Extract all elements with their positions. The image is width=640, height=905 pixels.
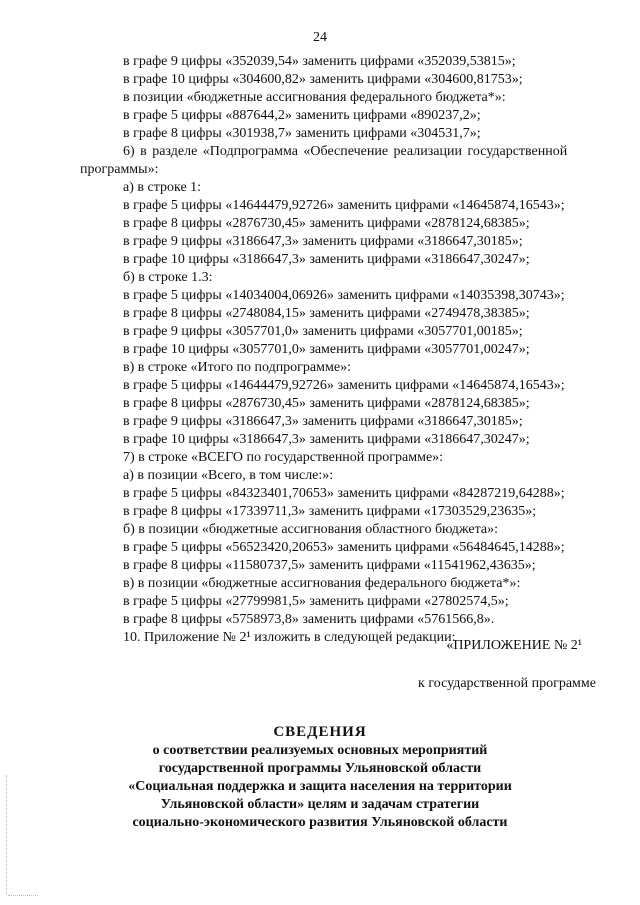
text-line: в) в позиции «бюджетные ассигнования федерального бюджета*»: xyxy=(123,576,521,591)
text-line: в графе 9 цифры «352039,54» заменить цифрами «352039,53815»; xyxy=(123,54,516,69)
title-line: социально-экономического развития Ульяновской области xyxy=(132,815,508,830)
title-line: государственной программы Ульяновской области xyxy=(158,761,482,776)
text-line: б) в строке 1.3: xyxy=(123,270,213,285)
text-line: в графе 8 цифры «2876730,45» заменить цифрами «2878124,68385»; xyxy=(123,396,530,411)
appendix-header: «ПРИЛОЖЕНИЕ № 2¹ xyxy=(446,638,582,653)
text-line: в графе 9 цифры «3186647,3» заменить цифрами «3186647,30185»; xyxy=(123,234,523,249)
text-line: в графе 8 цифры «11580737,5» заменить цифрами «11541962,43635»; xyxy=(123,558,536,573)
text-line: в графе 10 цифры «3186647,3» заменить цифрами «3186647,30247»; xyxy=(123,252,530,267)
text-line: в графе 10 цифры «3186647,3» заменить цифрами «3186647,30247»; xyxy=(123,432,530,447)
text-line: а) в позиции «Всего, в том числе:»: xyxy=(123,468,334,483)
text-line: в графе 10 цифры «304600,82» заменить цифрами «304600,81753»; xyxy=(123,72,523,87)
text-line: 7) в строке «ВСЕГО по государственной программе»: xyxy=(123,450,444,465)
text-line: в графе 5 цифры «14644479,92726» заменить цифрами «14645874,16543»; xyxy=(123,198,565,213)
text-line: 10. Приложение № 2¹ изложить в следующей редакции: xyxy=(123,630,456,645)
text-line: 6) в разделе «Подпрограмма «Обеспечение реализации государственной xyxy=(123,144,568,159)
scan-edge-mark xyxy=(6,775,11,895)
text-line: в графе 5 цифры «14034004,06926» заменить цифрами «14035398,30743»; xyxy=(123,288,565,303)
text-line: в) в строке «Итого по подпрограмме»: xyxy=(123,360,351,375)
text-line: в графе 9 цифры «3186647,3» заменить цифрами «3186647,30185»; xyxy=(123,414,523,429)
text-line: в графе 5 цифры «887644,2» заменить цифрами «890237,2»; xyxy=(123,108,481,123)
page-number: 24 xyxy=(313,30,327,45)
title-line: о соответствии реализуемых основных мероприятий xyxy=(152,743,488,758)
text-line: в графе 5 цифры «27799981,5» заменить цифрами «27802574,5»; xyxy=(123,594,509,609)
text-line: в графе 8 цифры «2876730,45» заменить цифрами «2878124,68385»; xyxy=(123,216,530,231)
text-line: в графе 8 цифры «2748084,15» заменить цифрами «2749478,38385»; xyxy=(123,306,530,321)
text-line: в графе 8 цифры «17339711,3» заменить цифрами «17303529,23635»; xyxy=(123,504,537,519)
text-line: в графе 8 цифры «301938,7» заменить цифрами «304531,7»; xyxy=(123,126,481,141)
text-line: а) в строке 1: xyxy=(123,180,202,195)
text-line: в графе 8 цифры «5758973,8» заменить цифрами «5761566,8». xyxy=(123,612,495,627)
text-line: б) в позиции «бюджетные ассигнования областного бюджета»: xyxy=(123,522,499,537)
document-title: СВЕДЕНИЯ xyxy=(273,724,367,740)
text-line: программы»: xyxy=(80,162,159,177)
text-line: в позиции «бюджетные ассигнования федерального бюджета*»: xyxy=(123,90,506,105)
text-line: в графе 5 цифры «56523420,20653» заменить цифрами «56484645,14288»; xyxy=(123,540,565,555)
text-line: в графе 10 цифры «3057701,0» заменить цифрами «3057701,00247»; xyxy=(123,342,530,357)
appendix-subheader: к государственной программе xyxy=(418,676,596,691)
title-line: «Социальная поддержка и защита населения на территории xyxy=(128,779,512,794)
text-line: в графе 5 цифры «84323401,70653» заменить цифрами «84287219,64288»; xyxy=(123,486,565,501)
text-line: в графе 5 цифры «14644479,92726» заменить цифрами «14645874,16543»; xyxy=(123,378,565,393)
scan-corner-mark xyxy=(8,895,38,897)
text-line: в графе 9 цифры «3057701,0» заменить цифрами «3057701,00185»; xyxy=(123,324,523,339)
title-line: Ульяновской области» целям и задачам стратегии xyxy=(160,797,480,812)
document-title-block xyxy=(0,722,640,832)
